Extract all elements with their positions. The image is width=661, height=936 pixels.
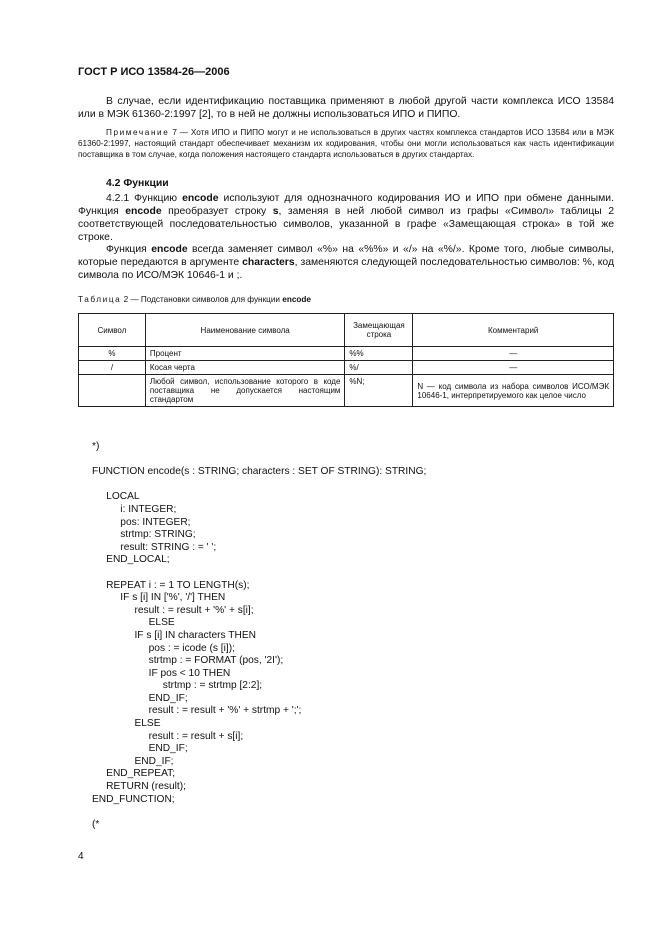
table-caption-text: 2 — Подстановки символов для функции — [121, 295, 283, 304]
table-row — [79, 361, 614, 375]
code-line: pos: INTEGER; — [92, 516, 191, 528]
header-comment: Комментарий — [413, 314, 614, 347]
code-line: result : = result + s[i]; — [92, 730, 244, 742]
section-heading: 4.2 Функции — [106, 178, 169, 189]
table-caption — [78, 295, 311, 304]
paragraph-encode-behaviour — [78, 243, 614, 282]
code-line: END_LOCAL; — [92, 554, 170, 566]
code-line: strtmp : = FORMAT (pos, '2I'); — [92, 655, 284, 667]
code-line — [92, 806, 426, 819]
code-line: ELSE — [92, 617, 175, 629]
code-line: IF s [i] IN characters THEN — [92, 629, 256, 641]
code-line: END_FUNCTION; — [92, 793, 175, 805]
code-line: END_IF; — [92, 743, 188, 755]
table-cell: Косая черта — [145, 361, 345, 375]
table-cell — [79, 375, 146, 407]
code-line: strtmp : = strtmp [2:2]; — [92, 680, 263, 692]
p2-text-3: , заменяются следующей последовательностью символов: %, код символа по ИСО/МЭК 10646-1 и ;. — [78, 257, 615, 281]
code-line: IF pos < 10 THEN — [92, 667, 231, 679]
p421-text-2: используют для однозначного кодирования ИО и ИПО при обмене данными. Функция — [78, 193, 614, 217]
table-row — [79, 375, 614, 407]
table-cell: % — [79, 347, 146, 361]
p2-text-2: всегда заменяет символ «%» на «%%» и «/» на «%/». Кроме того, любые символы, которые передаются в аргументе — [78, 244, 614, 268]
code-line — [92, 454, 426, 467]
code-line: END_IF; — [92, 692, 188, 704]
page-number: 4 — [78, 851, 84, 862]
table-cell: / — [79, 361, 146, 375]
header-replacement: Замещающая строка — [345, 314, 413, 347]
code-line — [92, 479, 426, 492]
code-line: strtmp: STRING; — [92, 529, 196, 541]
code-line: *) — [92, 441, 100, 452]
table-caption-label: Таблица — [78, 295, 122, 304]
table-cell: — — [413, 347, 614, 361]
code-line: REPEAT i : = 1 TO LENGTH(s); — [92, 579, 250, 591]
table-row — [79, 347, 614, 361]
table-cell: Процент — [145, 347, 345, 361]
note-label: Примечание — [106, 128, 170, 137]
p421-text-1: 4.2.1 Функцию — [106, 193, 183, 204]
table-cell: — — [413, 361, 614, 375]
p2-text-1: Функция — [106, 244, 152, 255]
code-line: END_REPEAT; — [92, 768, 176, 780]
table-cell: %N; — [345, 375, 413, 407]
code-line: (* — [92, 818, 100, 830]
p421-s: s — [272, 206, 279, 217]
table-cell: %/ — [345, 361, 413, 375]
code-line: IF s [i] IN ['%', '/'] THEN — [92, 592, 226, 604]
intro-paragraph: В случае, если идентификацию поставщика применяют в любой другой части комплекса ИСО 13584 или в МЭК 61360-2:1997 [2], то в ней не должны использоваться ИПО и ПИПО. — [78, 96, 614, 120]
p2-encode: encode — [151, 244, 188, 255]
header-symbol-name: Наименование символа — [145, 314, 345, 347]
code-line: result : = result + '%' + s[i]; — [92, 604, 254, 616]
code-line: FUNCTION encode(s : STRING; characters : SET OF STRING): STRING; — [92, 466, 427, 478]
header-symbol: Символ — [79, 314, 146, 347]
p421-text-3: преобразует строку — [161, 206, 273, 217]
table-cell: Любой символ, использование которого в коде поставщика не допускается настоящим стандартом — [145, 375, 345, 407]
document-header: ГОСТ Р ИСО 13584-26—2006 — [78, 66, 230, 78]
express-code-block — [92, 441, 426, 831]
note-text: 7 — Хотя ИПО и ПИПО могут и не использоваться в других частях комплекса стандартов ИСО 13584 или в МЭК 61360-2:1997, настоящий стандарт обеспечивает механизм их кодирования, чтобы они могли использоваться как часть идентификации поставщика в том случае, когда положения настоящего стандарта использоваться в других стандартах. — [78, 128, 614, 159]
code-line: END_IF; — [92, 755, 174, 767]
code-line: ELSE — [92, 718, 161, 730]
code-line: pos : = icode (s [i]); — [92, 642, 235, 654]
code-line — [92, 567, 426, 580]
p2-characters: characters — [242, 257, 295, 268]
p421-encode-1: encode — [182, 193, 219, 204]
substitution-table — [78, 313, 614, 407]
table-caption-encode: encode — [282, 295, 311, 304]
table-header-row — [79, 314, 614, 347]
code-line: result: STRING : = ' '; — [92, 541, 217, 553]
code-line: result : = result + '%' + strtmp + ';'; — [92, 705, 302, 717]
p421-encode-2: encode — [125, 206, 162, 217]
table-cell: %% — [345, 347, 413, 361]
paragraph-4-2-1 — [78, 192, 614, 244]
code-line: i: INTEGER; — [92, 503, 177, 515]
p421-text-4: , заменяя в ней любой символ из графы «Символ» таблицы 2 соответствующей последовательностью символов, указанной в графе «Замещающая строка» в той же строке. — [78, 206, 614, 243]
table-cell: N — код символа из набора символов ИСО/МЭК 10646-1, интерпретируемого как целое число — [413, 375, 614, 407]
note-7 — [78, 127, 614, 160]
code-line: RETURN (result); — [92, 781, 186, 793]
code-line: LOCAL — [92, 491, 140, 503]
